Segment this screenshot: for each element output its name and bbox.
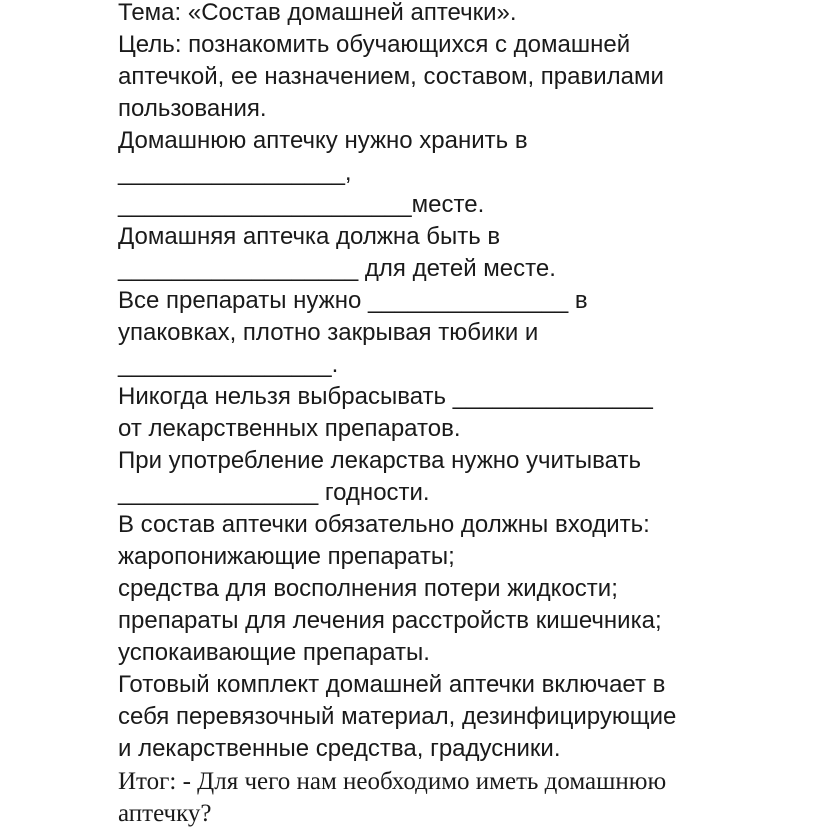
kit-line-3: и лекарственные средства, градусники. (118, 735, 561, 762)
children-blank-line: __________________ для детей месте. (118, 255, 556, 282)
goal-line-2: аптечкой, ее назначением, составом, правилами (118, 63, 664, 90)
topic-line: Тема: «Состав домашней аптечки». (118, 0, 517, 26)
kit-line-2: себя перевязочный материал, дезинфицирующие (118, 703, 677, 730)
storage-blank-1: _________________, (118, 159, 352, 186)
contents-heading-line: В состав аптечки обязательно должны входить: (118, 511, 650, 538)
contents-item-intestinal: препараты для лечения расстройств кишечника; (118, 607, 662, 634)
expiry-blank-line: _______________ годности. (118, 479, 430, 506)
storage-line-1: Домашнюю аптечку нужно хранить в (118, 127, 528, 154)
storage-blank-2: ______________________месте. (118, 191, 485, 218)
expiry-line-1: При употребление лекарства нужно учитывать (118, 447, 641, 474)
goal-line-1: Цель: познакомить обучающихся с домашней (118, 31, 631, 58)
contents-item-antipyretics: жаропонижающие препараты; (118, 543, 455, 570)
goal-line-3: пользования. (118, 95, 267, 122)
packaging-line-2: упаковках, плотно закрывая тюбики и (118, 319, 539, 346)
children-line-1: Домашняя аптечка должна быть в (118, 223, 501, 250)
discard-line-1: Никогда нельзя выбрасывать _______________ (118, 383, 653, 410)
contents-item-rehydration: средства для восполнения потери жидкости; (118, 575, 618, 602)
summary-question-line-2: аптечку? (118, 800, 212, 827)
discard-line-2: от лекарственных препаратов. (118, 415, 461, 442)
packaging-line-1: Все препараты нужно _______________ в (118, 287, 588, 314)
contents-item-sedatives: успокаивающие препараты. (118, 639, 430, 666)
kit-line-1: Готовый комплект домашней аптечки включает в (118, 671, 666, 698)
packaging-blank-line: ________________. (118, 351, 339, 378)
summary-question-line-1: Итог: - Для чего нам необходимо иметь домашнюю (118, 768, 667, 795)
